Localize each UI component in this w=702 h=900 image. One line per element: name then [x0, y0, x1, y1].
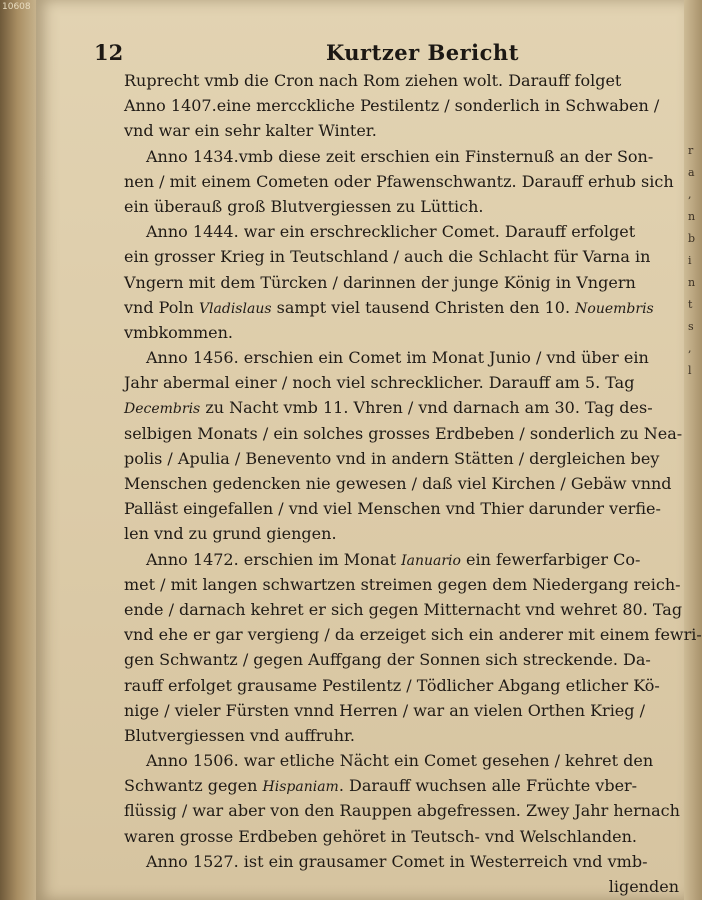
text-segment: Anno 1444. war ein erschrecklicher Comet. Darauff erfolget: [146, 222, 636, 242]
text-segment: Anno 1506. war etliche Nächt ein Comet gesehen / kehret den: [146, 751, 654, 771]
text-segment: len vnd zu grund giengen.: [124, 524, 337, 544]
text-line: [124, 698, 689, 723]
italic-latin-word: Vladislaus: [198, 300, 272, 317]
text-line: [124, 295, 689, 320]
text-line: [124, 421, 689, 446]
italic-latin-word: Hispaniam: [262, 779, 339, 796]
text-segment: vmbkommen.: [124, 322, 233, 342]
text-segment: ein überauß groß Blutvergiessen zu Lüttich.: [124, 196, 484, 216]
text-line: [124, 244, 689, 269]
text-line: [124, 521, 689, 546]
facing-page-letters: r a , n b i n t s , l: [688, 144, 696, 377]
text-line: [124, 647, 689, 672]
text-segment: vnd Poln: [124, 297, 199, 317]
page-number: 12: [94, 40, 124, 65]
text-line: [124, 471, 689, 496]
text-line: [124, 773, 689, 798]
text-segment: Schwantz gegen: [124, 776, 263, 796]
text-segment: waren grosse Erdbeben gehöret in Teutsch- vnd Welschlanden.: [124, 826, 637, 846]
text-line: [124, 93, 689, 118]
text-line: [124, 395, 689, 420]
text-line: [124, 723, 689, 748]
text-segment: ligenden: [608, 877, 679, 896]
text-line: [124, 68, 689, 93]
text-line: [124, 320, 689, 345]
text-segment: Jahr abermal einer / noch viel schrecklicher. Darauff am 5. Tag: [124, 373, 635, 393]
text-segment: zu Nacht vmb 11. Vhren / vnd darnach am 30. Tag des-: [200, 398, 653, 418]
text-segment: Anno 1527. ist ein grausamer Comet in Westerreich vnd vmb-: [146, 851, 648, 871]
text-segment: Anno 1434.vmb diese zeit erschien ein Finsternuß an der Son-: [146, 146, 654, 166]
text-segment: polis / Apulia / Benevento vnd in andern Stätten / dergleichen bey: [124, 448, 660, 468]
text-segment: selbigen Monats / ein solches grosses Erdbeben / sonderlich zu Nea-: [124, 423, 683, 443]
text-segment: Blutvergiessen vnd auffruhr.: [124, 725, 355, 745]
text-line: [124, 219, 689, 244]
text-segment: ein fewerfarbiger Co-: [460, 549, 641, 569]
text-line: [124, 597, 689, 622]
text-segment: nige / vieler Fürsten vnnd Herren / war an vielen Orthen Krieg /: [124, 700, 645, 720]
scan-watermark: 10608: [2, 2, 31, 12]
text-segment: Anno 1407.eine mercckliche Pestilentz / sonderlich in Schwaben /: [124, 96, 660, 116]
text-line: [124, 824, 689, 849]
page-header: [94, 40, 654, 70]
text-segment: Menschen gedencken nie gewesen / daß viel Kirchen / Gebäw vnnd: [124, 474, 672, 493]
text-line: [124, 874, 689, 899]
text-segment: rauff erfolget grausame Pestilentz / Tödlicher Abgang etlicher Kö-: [124, 675, 660, 695]
text-line: [124, 169, 689, 194]
text-segment: Anno 1472. erschien im Monat: [146, 549, 402, 569]
text-line: [124, 673, 689, 698]
italic-latin-word: Decembris: [124, 401, 201, 418]
text-segment: nen / mit einem Cometen oder Pfawenschwantz. Darauff erhub sich: [124, 171, 674, 191]
text-line: [124, 446, 689, 471]
text-line: [124, 622, 702, 647]
text-segment: gen Schwantz / gegen Auffgang der Sonnen sich streckende. Da-: [124, 650, 651, 670]
text-line: [124, 194, 689, 219]
text-line: [124, 798, 689, 823]
text-line: [124, 345, 689, 370]
running-head: Kurtzer Bericht: [326, 40, 519, 65]
italic-latin-word: Ianuario: [401, 552, 461, 569]
text-line: [124, 572, 689, 597]
text-segment: vnd war ein sehr kalter Winter.: [124, 121, 377, 141]
text-line: [124, 144, 689, 169]
text-line: [124, 118, 689, 143]
text-segment: Vngern mit dem Türcken / darinnen der junge König in Vngern: [124, 272, 636, 292]
text-line: [124, 370, 689, 395]
text-segment: Ruprecht vmb die Cron nach Rom ziehen wolt. Darauff folget: [124, 71, 622, 90]
text-line: [124, 270, 689, 295]
text-line: [124, 849, 689, 874]
text-line: [124, 496, 689, 521]
text-segment: Anno 1456. erschien ein Comet im Monat Junio / vnd über ein: [146, 348, 649, 368]
text-segment: ein grosser Krieg in Teutschland / auch die Schlacht für Varna in: [124, 247, 651, 267]
italic-latin-word: Nouembris: [575, 300, 654, 317]
text-segment: sampt viel tausend Christen den 10.: [271, 297, 576, 317]
text-segment: vnd ehe er gar vergieng / da erzeiget sich ein anderer mit einem fewri-: [124, 625, 702, 645]
text-line: [124, 748, 689, 773]
text-segment: met / mit langen schwartzen streimen gegen dem Niedergang reich-: [124, 574, 681, 594]
text-line: [124, 547, 689, 572]
text-segment: ende / darnach kehret er sich gegen Mitternacht vnd wehret 80. Tag: [124, 599, 683, 619]
text-segment: . Darauff wuchsen alle Früchte vber-: [338, 776, 638, 796]
text-segment: Palläst eingefallen / vnd viel Menschen vnd Thier darunder verfie-: [124, 499, 661, 519]
text-segment: flüssig / war aber von den Rauppen abgefressen. Zwey Jahr hernach: [124, 801, 680, 821]
